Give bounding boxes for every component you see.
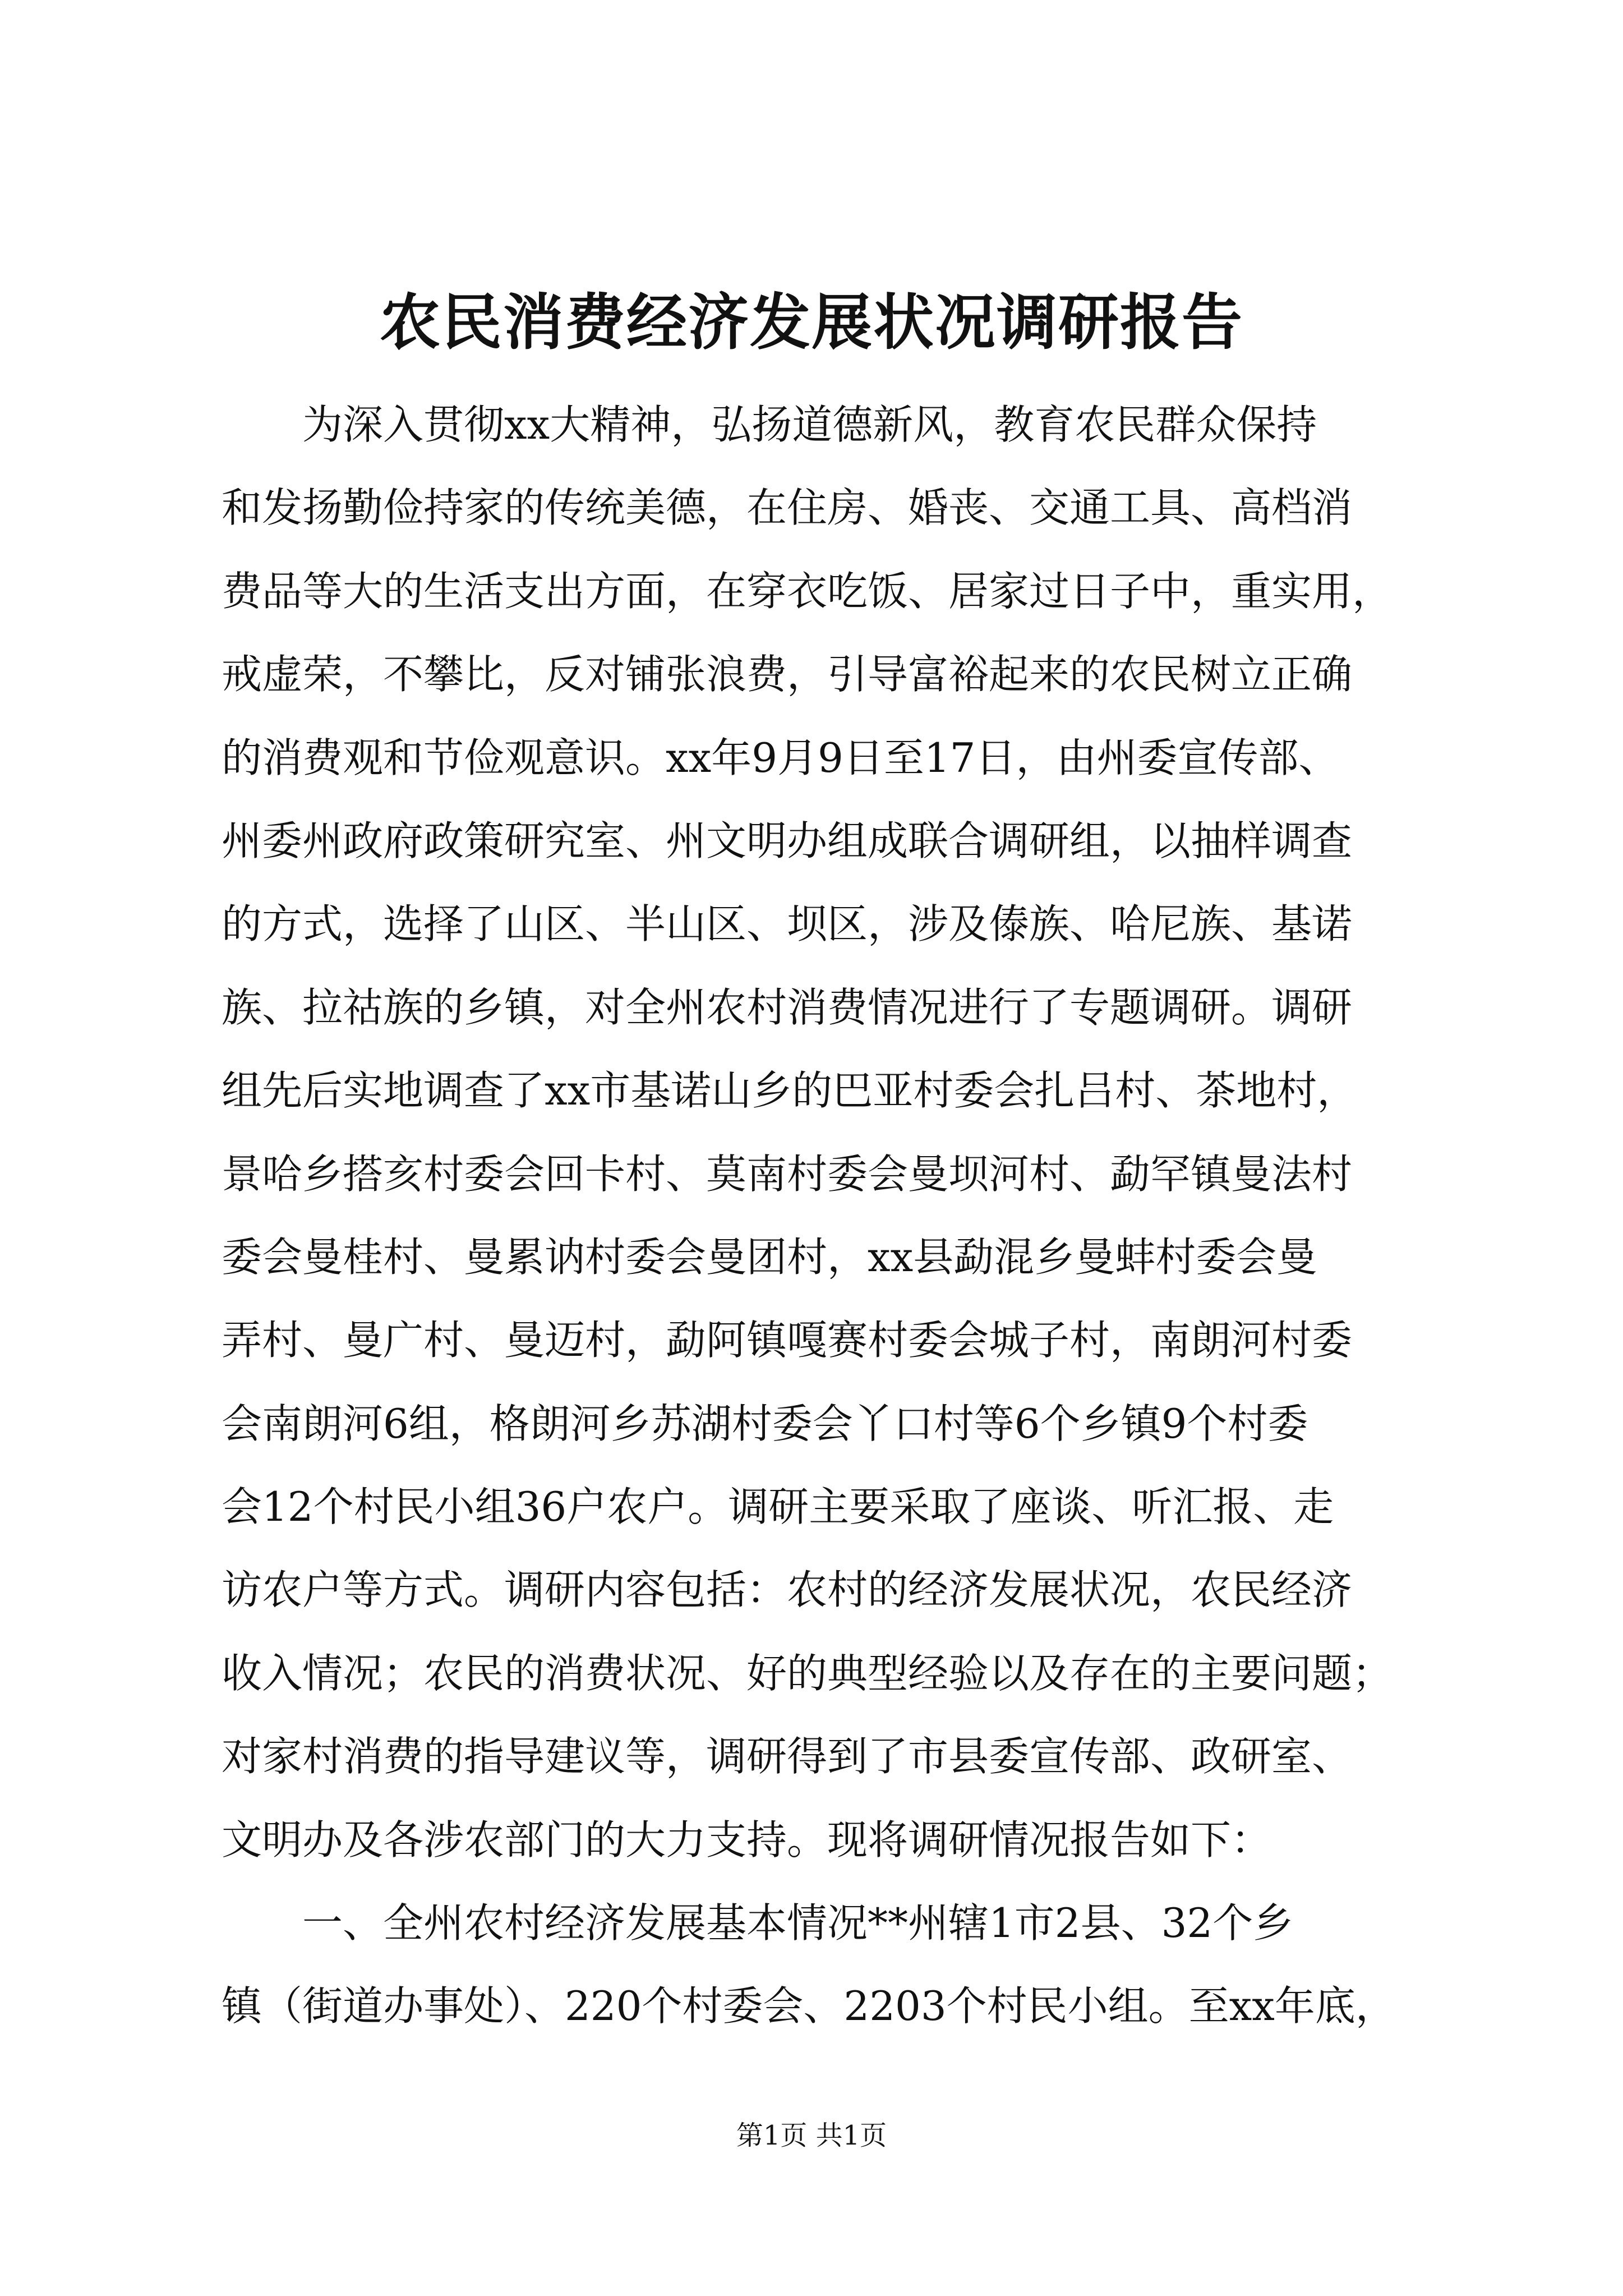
body-line: 委会曼桂村、曼累讷村委会曼团村，xx县勐混乡曼蚌村委会曼 xyxy=(222,1233,1317,1281)
body-line: 会12个村民小组36户农户。调研主要采取了座谈、听汇报、走 xyxy=(222,1483,1334,1531)
body-line: 族、拉祜族的乡镇，对全州农村消费情况进行了专题调研。调研 xyxy=(222,983,1353,1031)
body-line: 弄村、曼广村、曼迈村，勐阿镇嘎赛村委会城子村，南朗河村委 xyxy=(222,1317,1353,1364)
body-line: 戒虚荣，不攀比，反对铺张浪费，引导富裕起来的农民树立正确 xyxy=(222,651,1353,698)
body-line: 的消费观和节俭观意识。xx年9月9日至17日，由州委宣传部、 xyxy=(222,734,1339,781)
body-line: 景哈乡搭亥村委会回卡村、莫南村委会曼坝河村、勐罕镇曼法村 xyxy=(222,1150,1353,1198)
body-line: 为深入贯彻xx大精神，弘扬道德新风，教育农民群众保持 xyxy=(222,401,1317,448)
body-line: 州委州政府政策研究室、州文明办组成联合调研组，以抽样调查 xyxy=(222,817,1353,864)
body-line: 和发扬勤俭持家的传统美德，在住房、婚丧、交通工具、高档消 xyxy=(222,484,1353,532)
body-line: 会南朗河6组，格朗河乡苏湖村委会丫口村等6个乡镇9个村委 xyxy=(222,1400,1308,1447)
body-line: 一、全州农村经济发展基本情况**州辖1市2县、32个乡 xyxy=(222,1899,1294,1947)
body-line: 费品等大的生活支出方面，在穿衣吃饭、居家过日子中，重实用， xyxy=(222,567,1393,615)
body-line: 对家村消费的指导建议等，调研得到了市县委宣传部、政研室、 xyxy=(222,1733,1353,1780)
body-line: 镇（街道办事处）、220个村委会、2203个村民小组。至xx年底， xyxy=(222,1982,1396,2030)
document-body xyxy=(222,383,1433,2048)
body-line: 组先后实地调查了xx市基诺山乡的巴亚村委会扎吕村、茶地村， xyxy=(222,1067,1358,1115)
page-footer: 第1页 共1页 xyxy=(736,2120,887,2151)
document-title: 农民消费经济发展状况调研报告 xyxy=(379,287,1243,358)
body-line: 文明办及各涉农部门的大力支持。现将调研情况报告如下： xyxy=(222,1816,1272,1864)
body-line: 的方式，选择了山区、半山区、坝区，涉及傣族、哈尼族、基诺 xyxy=(222,900,1353,948)
body-line: 访农户等方式。调研内容包括：农村的经济发展状况，农民经济 xyxy=(222,1566,1353,1614)
body-line: 收入情况；农民的消费状况、好的典型经验以及存在的主要问题； xyxy=(222,1649,1393,1697)
